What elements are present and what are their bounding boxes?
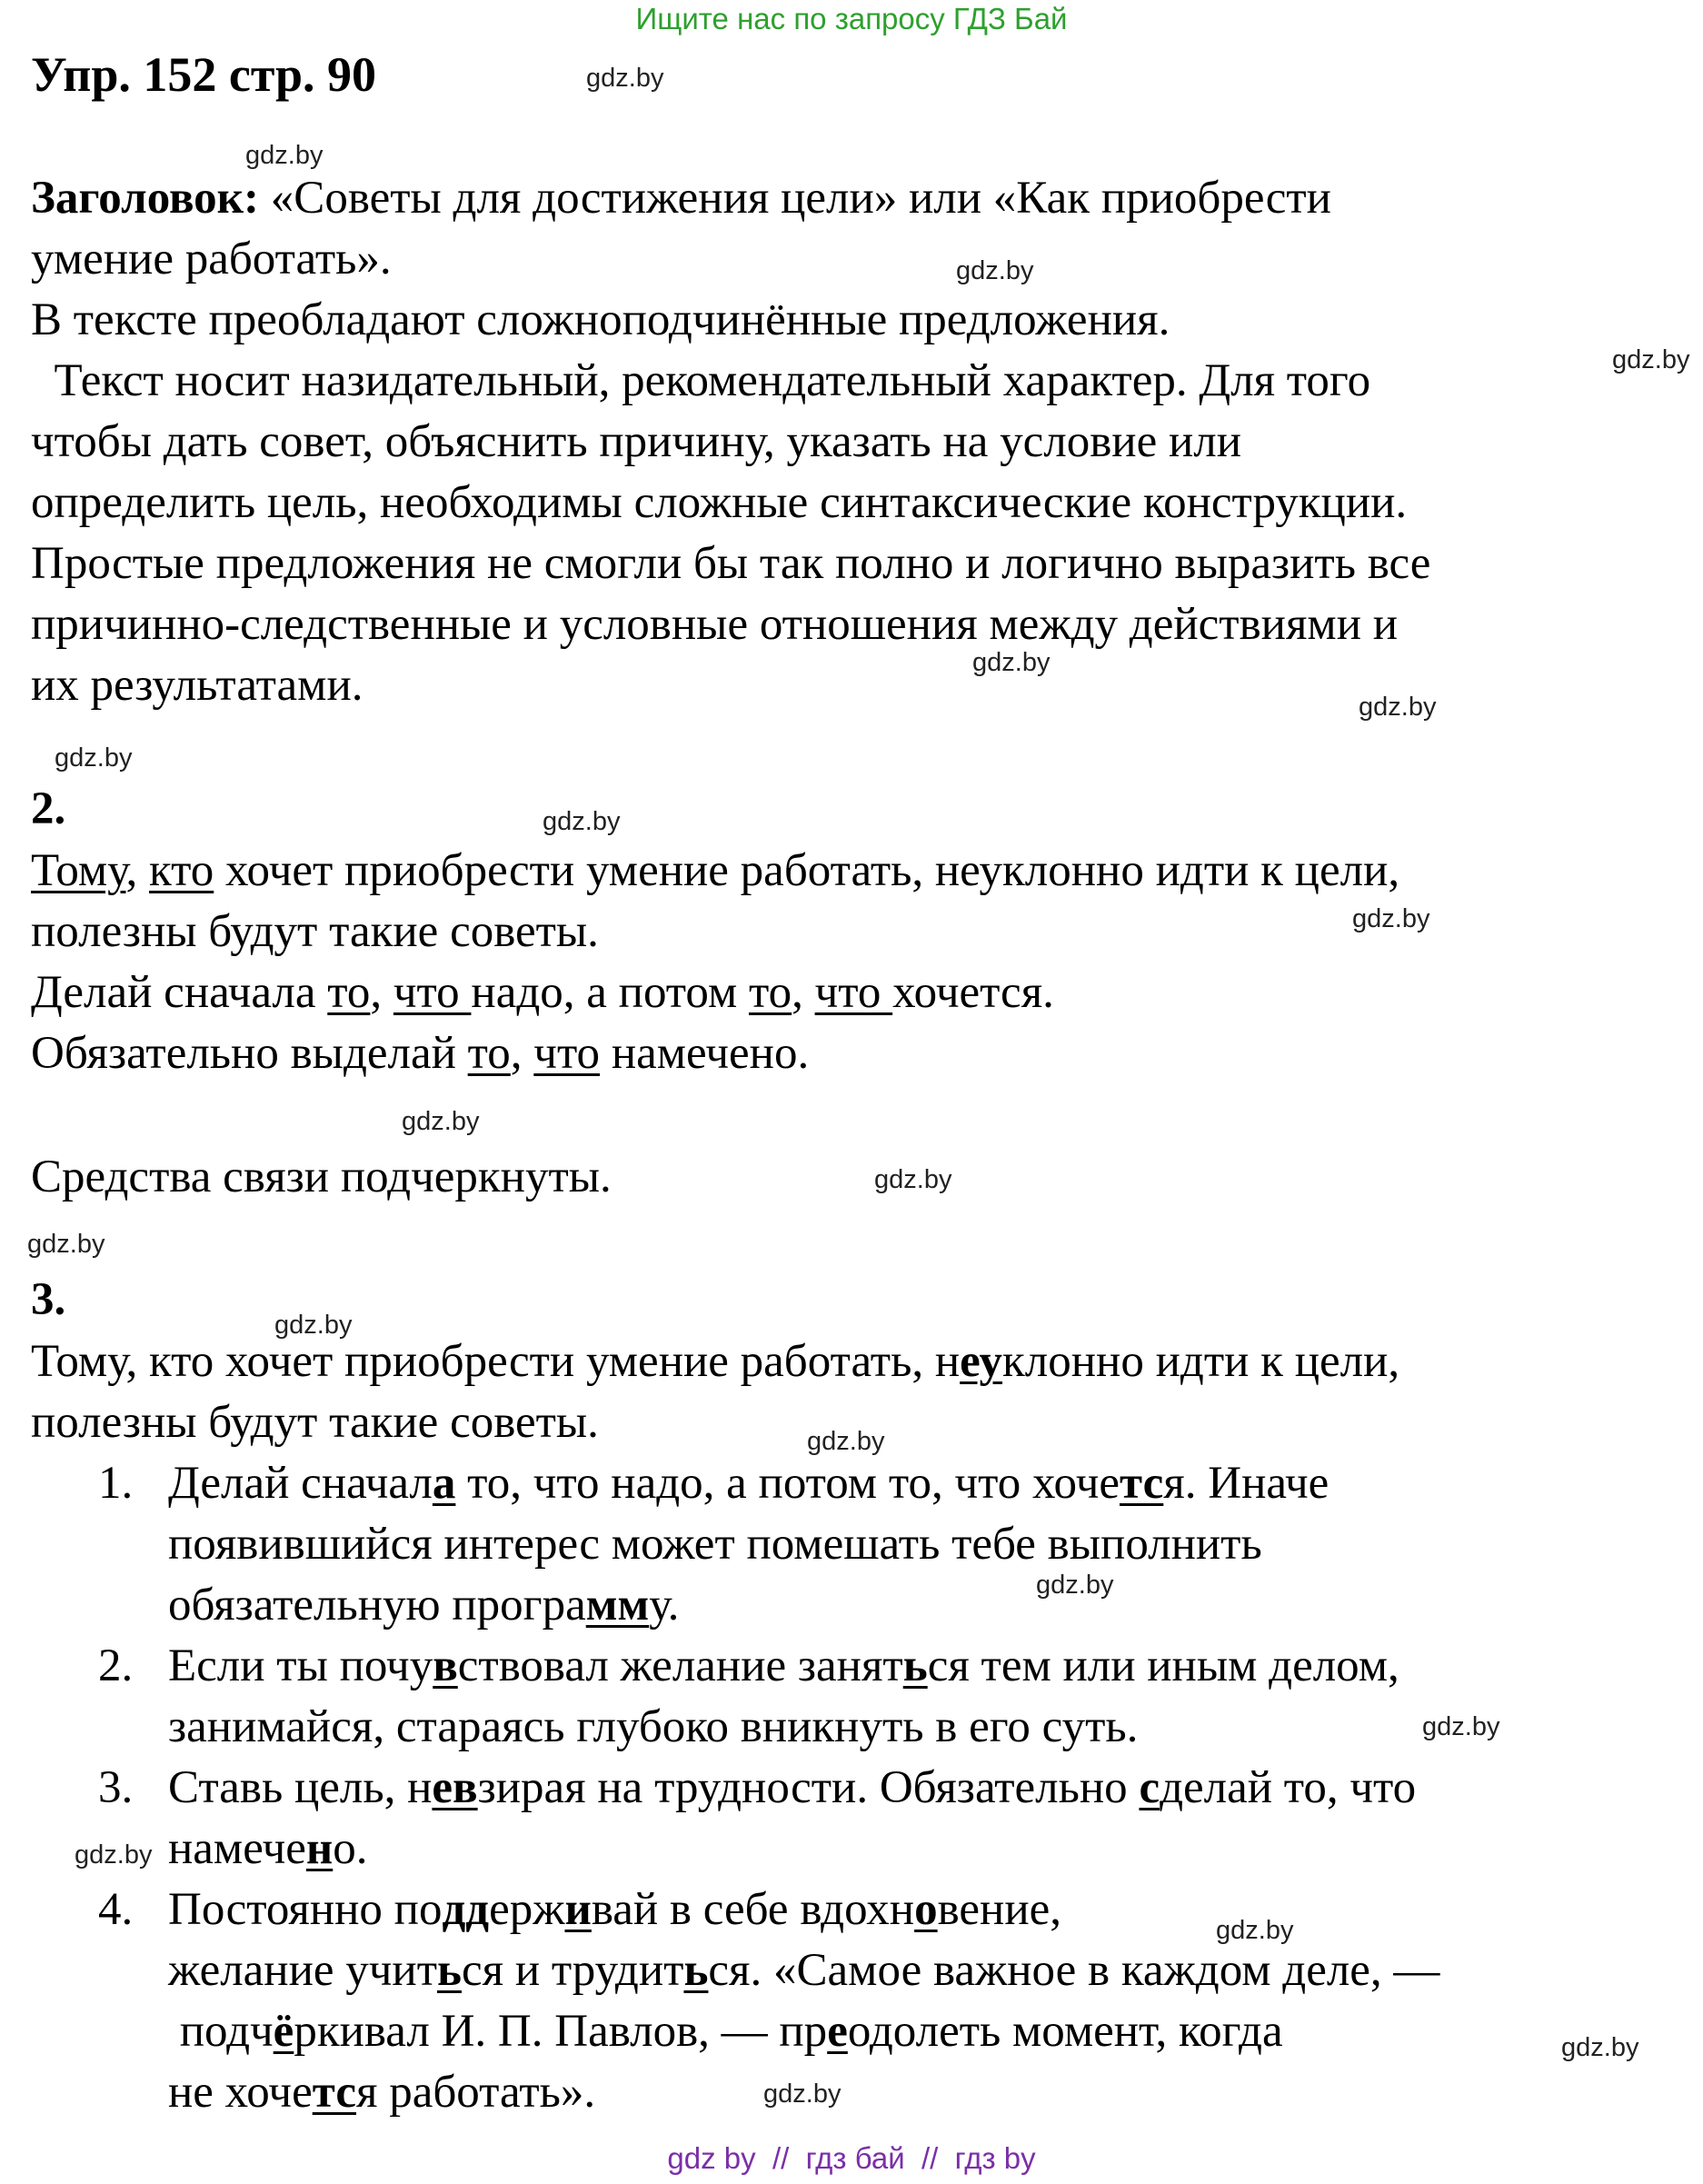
text-segment: я. Иначе bbox=[1163, 1458, 1330, 1509]
list-item-line: появившийся интерес может помешать тебе выполнить bbox=[168, 1519, 1262, 1570]
watermark: gdz.by bbox=[874, 1165, 952, 1194]
text-segment: ся тем или иным делом, bbox=[927, 1640, 1399, 1691]
text-segment: ркивал И. П. Павлов, — пр bbox=[294, 2006, 828, 2057]
text-segment: ся. «Самое важное в каждом деле, — bbox=[708, 1945, 1440, 1996]
text-segment: клонно идти к цели, bbox=[1002, 1336, 1400, 1387]
list-item-line bbox=[168, 1456, 1329, 1511]
watermark: gdz.by bbox=[1561, 2033, 1639, 2062]
text-line: Текст носит назидательный, рекомендательный характер. Для того bbox=[31, 355, 1371, 406]
text-segment: Ставь цель, н bbox=[168, 1762, 433, 1813]
spelling-mark: еу bbox=[960, 1336, 1003, 1387]
text-line: Простые предложения не смогли бы так полно и логично выразить все bbox=[31, 538, 1431, 589]
spelling-mark: ь bbox=[902, 1640, 928, 1691]
watermark: gdz.by bbox=[1036, 1571, 1114, 1600]
text-segment: вай в себе вдохн bbox=[591, 1884, 915, 1935]
spelling-mark: в bbox=[433, 1640, 458, 1691]
text-segment: то, что надо, а потом то, что хоче bbox=[455, 1458, 1120, 1509]
watermark: gdz.by bbox=[1216, 1916, 1294, 1945]
spelling-mark: е bbox=[827, 2006, 848, 2057]
text-segment: Делай сначала bbox=[31, 967, 328, 1018]
title-label: Заголовок: bbox=[31, 173, 260, 224]
watermark: gdz.by bbox=[75, 1840, 153, 1870]
spelling-mark: ё bbox=[273, 2006, 294, 2057]
note-line: Средства связи подчеркнуты. bbox=[31, 1152, 612, 1202]
text-segment: вение, bbox=[937, 1884, 1061, 1935]
list-item-line bbox=[168, 1578, 679, 1632]
text-segment: обязательную програ bbox=[168, 1580, 586, 1631]
watermark: gdz.by bbox=[245, 141, 324, 170]
spelling-mark: тс bbox=[1119, 1458, 1164, 1509]
text-line: определить цель, необходимы сложные синтаксические конструкции. bbox=[31, 477, 1408, 528]
watermark: gdz.by bbox=[807, 1427, 885, 1456]
text-segment: Тому, кто хочет приобрести умение работать, н bbox=[31, 1336, 961, 1387]
text-segment: , bbox=[125, 845, 150, 896]
connector-word: то bbox=[467, 1028, 511, 1079]
watermark: gdz.by bbox=[55, 743, 133, 773]
watermark: gdz.by bbox=[1422, 1712, 1500, 1741]
sentence-line bbox=[31, 965, 1054, 1020]
text-segment: ерж bbox=[489, 1884, 565, 1935]
text-segment: зирая на трудности. Обязательно bbox=[477, 1762, 1140, 1813]
exercise-heading: Упр. 152 стр. 90 bbox=[31, 47, 377, 102]
text-segment: одолеть момент, когда bbox=[847, 2006, 1283, 2057]
watermark: gdz.by bbox=[763, 2079, 842, 2109]
text-segment: подч bbox=[168, 2006, 274, 2057]
text-segment: хочет приобрести умение работать, неуклонно идти к цели, bbox=[214, 845, 1400, 896]
section-number: 2. bbox=[31, 783, 66, 834]
list-item-line bbox=[168, 1639, 1399, 1693]
watermark: gdz.by bbox=[543, 807, 621, 836]
spelling-mark: а bbox=[432, 1458, 456, 1509]
text-segment: , bbox=[510, 1028, 534, 1079]
spelling-mark: мм bbox=[585, 1580, 650, 1631]
footer-links: gdz by // гдз бай // гдз by bbox=[667, 2141, 1036, 2175]
text-segment: ствовал желание занят bbox=[457, 1640, 903, 1691]
spelling-mark: ь bbox=[437, 1945, 462, 1996]
connector-word: то bbox=[327, 967, 371, 1018]
list-item-line bbox=[168, 2065, 595, 2119]
text-segment: Обязательно выделай bbox=[31, 1028, 468, 1079]
spelling-mark: с bbox=[1139, 1762, 1160, 1813]
text-segment: хочется. bbox=[892, 967, 1054, 1018]
spelling-mark: ев bbox=[432, 1762, 478, 1813]
connector-word: кто bbox=[149, 845, 214, 896]
connector-word: то bbox=[748, 967, 792, 1018]
list-number: 2. bbox=[98, 1640, 134, 1691]
sentence-line bbox=[31, 843, 1399, 898]
text-segment: у. bbox=[649, 1580, 680, 1631]
intro-line: полезны будут такие советы. bbox=[31, 1397, 599, 1448]
text-segment: надо, а потом bbox=[471, 967, 749, 1018]
text-line: причинно-следственные и условные отношения между действиями и bbox=[31, 599, 1399, 650]
list-item-line bbox=[168, 2004, 1283, 2059]
section-number: 3. bbox=[31, 1274, 66, 1325]
list-number: 4. bbox=[98, 1884, 134, 1935]
text-segment: желание учит bbox=[168, 1945, 437, 1996]
list-item-line bbox=[168, 1882, 1061, 1937]
list-item-line bbox=[168, 1760, 1416, 1815]
text-segment: не хоче bbox=[168, 2067, 313, 2118]
text-segment: , bbox=[370, 967, 393, 1018]
spelling-mark: и bbox=[564, 1884, 592, 1935]
text-line: чтобы дать совет, объяснить причину, указать на условие или bbox=[31, 416, 1242, 467]
spelling-mark: тс bbox=[312, 2067, 357, 2118]
text-segment: делай то, что bbox=[1160, 1762, 1417, 1813]
title-line-2: умение работать». bbox=[31, 234, 392, 284]
sentence-line bbox=[31, 1026, 809, 1081]
connector-word: что bbox=[814, 967, 893, 1018]
list-item-line bbox=[168, 1943, 1439, 1998]
text-segment: ся и трудит bbox=[461, 1945, 684, 1996]
sentence-line: полезны будут такие советы. bbox=[31, 906, 599, 957]
watermark: gdz.by bbox=[1352, 904, 1430, 933]
title-line-1 bbox=[31, 171, 1331, 225]
connector-word: что bbox=[533, 1028, 601, 1079]
watermark: gdz.by bbox=[274, 1311, 353, 1340]
text-segment: Постоянно по bbox=[168, 1884, 443, 1935]
search-banner: Ищите нас по запросу ГДЗ Бай bbox=[635, 2, 1068, 35]
text-line: В тексте преобладают сложноподчинённые предложения. bbox=[31, 294, 1170, 345]
watermark: gdz.by bbox=[956, 256, 1034, 285]
spelling-mark: н bbox=[305, 1823, 334, 1874]
text-segment: о. bbox=[333, 1823, 368, 1874]
spelling-mark: о bbox=[914, 1884, 938, 1935]
spelling-mark: ь bbox=[683, 1945, 709, 1996]
list-number: 1. bbox=[98, 1458, 134, 1509]
text-segment: намечено. bbox=[600, 1028, 810, 1079]
list-item-line bbox=[168, 1821, 368, 1876]
connector-word: Тому bbox=[31, 845, 126, 896]
text-segment: , bbox=[792, 967, 815, 1018]
text-segment: намече bbox=[168, 1823, 306, 1874]
title-text: «Советы для достижения цели» или «Как приобрести bbox=[259, 173, 1331, 224]
watermark: gdz.by bbox=[27, 1230, 105, 1259]
watermark: gdz.by bbox=[402, 1107, 480, 1136]
intro-line bbox=[31, 1334, 1399, 1389]
text-segment: Если ты почу bbox=[168, 1640, 433, 1691]
connector-word: что bbox=[393, 967, 472, 1018]
spelling-mark: дд bbox=[442, 1884, 490, 1935]
watermark: gdz.by bbox=[1359, 693, 1437, 722]
text-segment: Делай сначал bbox=[168, 1458, 433, 1509]
watermark: gdz.by bbox=[586, 64, 664, 93]
text-line: их результатами. bbox=[31, 660, 364, 711]
watermark: gdz.by bbox=[1612, 345, 1690, 374]
list-number: 3. bbox=[98, 1762, 134, 1813]
watermark: gdz.by bbox=[972, 648, 1051, 677]
text-segment: я работать». bbox=[356, 2067, 596, 2118]
list-item-line: занимайся, стараясь глубоко вникнуть в его суть. bbox=[168, 1701, 1139, 1752]
